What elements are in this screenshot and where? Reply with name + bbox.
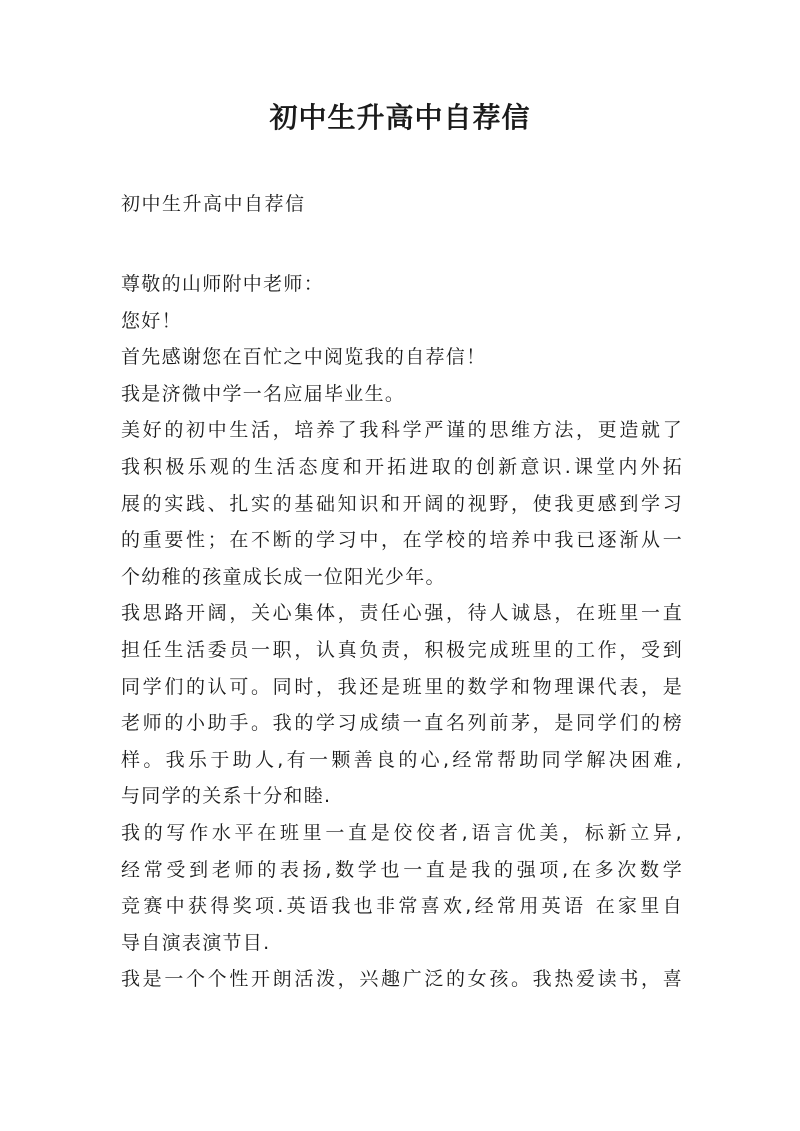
letter-line: 老师的小助手。我的学习成绩一直名列前茅，是同学们的榜 (121, 712, 683, 735)
letter-line: 经常受到老师的表扬,数学也一直是我的强项,在多次数学 (121, 858, 683, 881)
letter-line: 我是一个个性开朗活泼，兴趣广泛的女孩。我热爱读书，喜 (121, 968, 683, 991)
document-subtitle: 初中生升高中自荐信 (121, 193, 306, 215)
letter-line: 我的写作水平在班里一直是佼佼者,语言优美，标新立异, (121, 821, 683, 844)
letter-line: 首先感谢您在百忙之中阅览我的自荐信！ (121, 346, 487, 369)
letter-line: 尊敬的山师附中老师： (121, 273, 325, 295)
letter-line: 我是济微中学一名应届毕业生。 (121, 382, 406, 405)
letter-line: 我思路开阔，关心集体，责任心强，待人诚恳，在班里一直 (121, 602, 683, 625)
letter-line: 样。我乐于助人,有一颗善良的心,经常帮助同学解决困难, (121, 748, 683, 771)
letter-line: 竞赛中获得奖项.英语我也非常喜欢,经常用英语 在家里自 (121, 895, 683, 918)
document-title: 初中生升高中自荐信 (269, 101, 531, 134)
letter-body (121, 266, 683, 998)
letter-line: 您好！ (121, 309, 182, 332)
letter-line: 的重要性；在不断的学习中，在学校的培养中我已逐渐从一 (121, 529, 683, 552)
letter-line: 与同学的关系十分和睦. (121, 785, 332, 808)
letter-line: 美好的初中生活，培养了我科学严谨的思维方法，更造就了 (121, 419, 683, 442)
letter-line: 展的实践、扎实的基础知识和开阔的视野，使我更感到学习 (121, 492, 683, 515)
letter-line: 个幼稚的孩童成长成一位阳光少年。 (121, 565, 446, 588)
letter-line: 同学们的认可。同时，我还是班里的数学和物理课代表，是 (121, 675, 683, 698)
letter-line: 导自演表演节目. (121, 931, 271, 954)
letter-line: 担任生活委员一职，认真负责，积极完成班里的工作，受到 (121, 638, 683, 661)
letter-line: 我积极乐观的生活态度和开拓进取的创新意识.课堂内外拓 (121, 455, 683, 478)
